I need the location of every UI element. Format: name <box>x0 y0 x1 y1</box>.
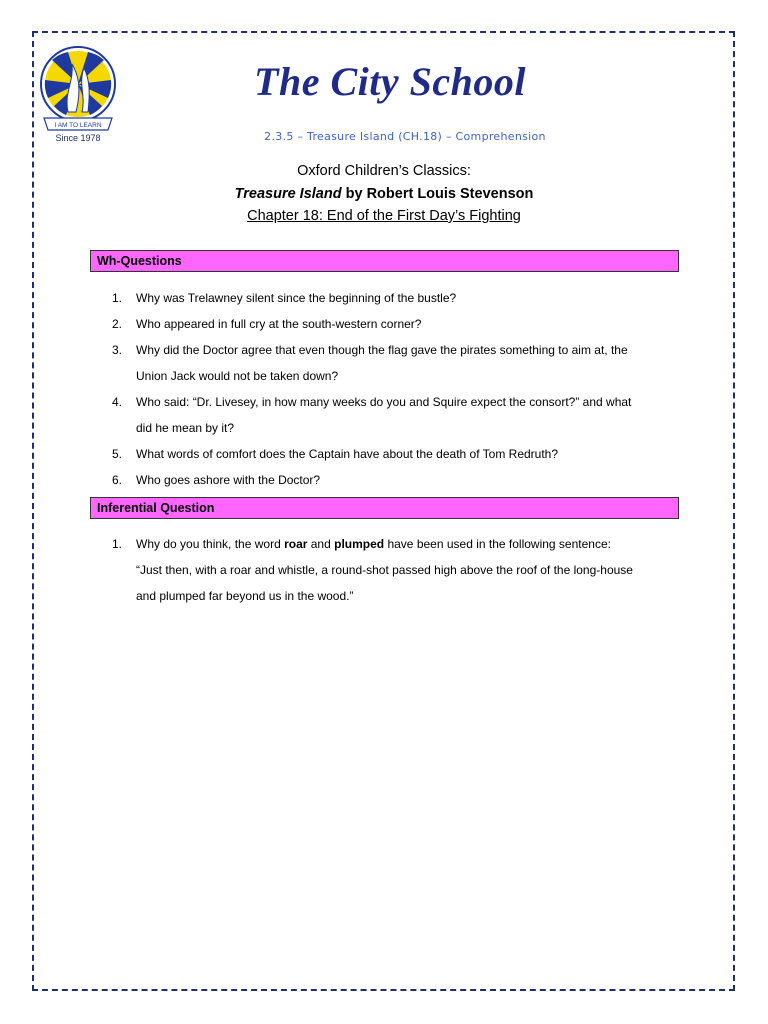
question-number: 1. <box>112 537 123 551</box>
question-text: Who appeared in full cry at the south-western corner? <box>136 317 422 331</box>
question-number: 2. <box>112 317 123 331</box>
list-item <box>90 285 670 311</box>
keyword-roar: roar <box>284 537 308 551</box>
inferential-question-list <box>90 531 670 609</box>
book-author: by Robert Louis Stevenson <box>341 186 534 202</box>
book-series: Oxford Children’s Classics: <box>297 163 471 179</box>
section-heading-wh: Wh-Questions <box>90 250 679 272</box>
keyword-plumped: plumped <box>334 537 385 551</box>
question-number: 6. <box>112 473 123 487</box>
question-text: did he mean by it? <box>136 421 235 435</box>
question-text: Union Jack would not be taken down? <box>136 369 339 383</box>
question-text: Why do you think, the word roar and plumped have been used in the following sentence: <box>136 537 611 551</box>
list-item <box>90 337 670 389</box>
question-text: What words of comfort does the Captain have about the death of Tom Redruth? <box>136 447 559 461</box>
book-title-line <box>100 186 668 202</box>
list-item <box>90 531 670 609</box>
question-text: Who goes ashore with the Doctor? <box>136 473 321 487</box>
lesson-code: 2.3.5 – Treasure Island (CH.18) – Comprehension <box>264 130 546 143</box>
question-number: 5. <box>112 447 123 461</box>
question-number: 1. <box>112 291 123 305</box>
quoted-sentence: “Just then, with a roar and whistle, a round-shot passed high above the roof of the long-house <box>136 563 633 577</box>
question-text: Who said: “Dr. Livesey, in how many weeks do you and Squire expect the consort?” and what <box>136 395 632 409</box>
question-text: Why was Trelawney silent since the beginning of the bustle? <box>136 291 457 305</box>
logo-motto: I AM TO LEARN <box>54 122 102 129</box>
list-item <box>90 441 670 467</box>
list-item <box>90 389 670 441</box>
list-item <box>90 467 670 493</box>
quoted-sentence: and plumped far beyond us in the wood.” <box>136 589 354 603</box>
logo-since-text: Since 1978 <box>55 133 101 143</box>
question-text: Why did the Doctor agree that even though the flag gave the pirates something to aim at, the <box>136 343 628 357</box>
section-heading-inferential: Inferential Question <box>90 497 679 519</box>
wh-question-list <box>90 285 670 493</box>
school-name: The City School <box>254 59 526 104</box>
question-number: 3. <box>112 343 123 357</box>
list-item <box>90 311 670 337</box>
book-title: Treasure Island <box>234 186 342 202</box>
question-number: 4. <box>112 395 123 409</box>
chapter-title: Chapter 18: End of the First Day’s Fighting <box>247 208 521 224</box>
